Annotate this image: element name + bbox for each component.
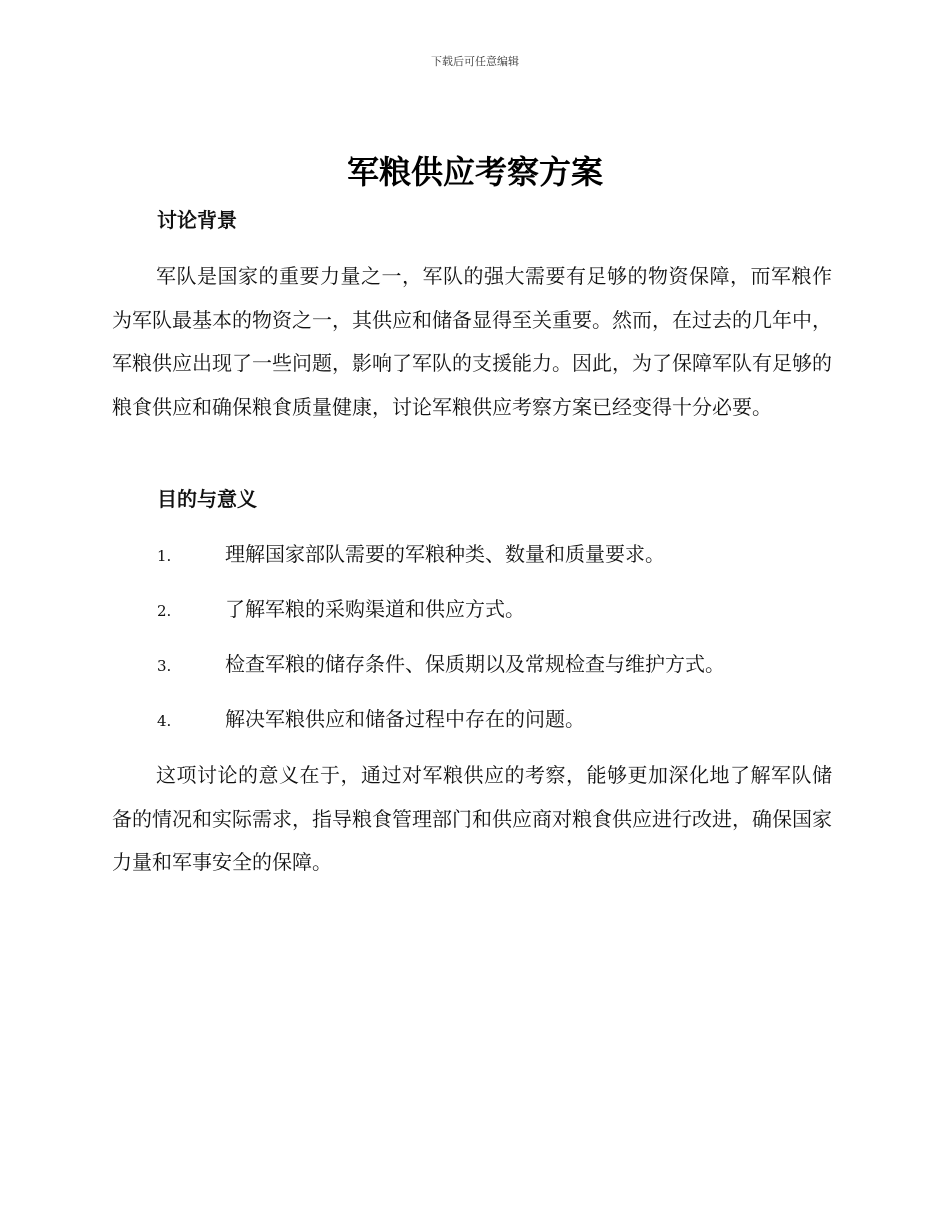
list-item-number: 3. <box>157 657 172 675</box>
list-item-text: 理解国家部队需要的军粮种类、数量和质量要求。 <box>225 542 665 566</box>
purpose-list <box>157 536 725 756</box>
list-item <box>157 646 725 701</box>
list-item-text: 检查军粮的储存条件、保质期以及常规检查与维护方式。 <box>225 652 725 676</box>
list-item-text: 了解军粮的采购渠道和供应方式。 <box>225 597 525 621</box>
significance-paragraph: 这项讨论的意义在于，通过对军粮供应的考察，能够更加深化地了解军队储备的情况和实际需求，指导粮食管理部门和供应商对粮食供应进行改进，确保国家力量和军事安全的保障。 <box>112 763 832 874</box>
header-note: 下载后可任意编辑 <box>431 55 519 68</box>
list-item <box>157 591 725 646</box>
list-item <box>157 536 725 591</box>
list-item-number: 2. <box>157 602 172 620</box>
list-item <box>157 701 725 756</box>
list-item-number: 4. <box>157 712 172 730</box>
background-paragraph: 军队是国家的重要力量之一，军队的强大需要有足够的物资保障，而军粮作为军队最基本的物资之一，其供应和储备显得至关重要。然而，在过去的几年中，军粮供应出现了一些问题，影响了军队的支援能力。因此，为了保障军队有足够的粮食供应和确保粮食质量健康，讨论军粮供应考察方案已经变得十分必要。 <box>112 264 832 419</box>
section-heading-purpose: 目的与意义 <box>157 487 257 511</box>
section-heading-background: 讨论背景 <box>157 208 237 232</box>
document-title: 军粮供应考察方案 <box>346 153 603 191</box>
list-item-text: 解决军粮供应和储备过程中存在的问题。 <box>225 707 585 731</box>
list-item-number: 1. <box>157 547 172 565</box>
